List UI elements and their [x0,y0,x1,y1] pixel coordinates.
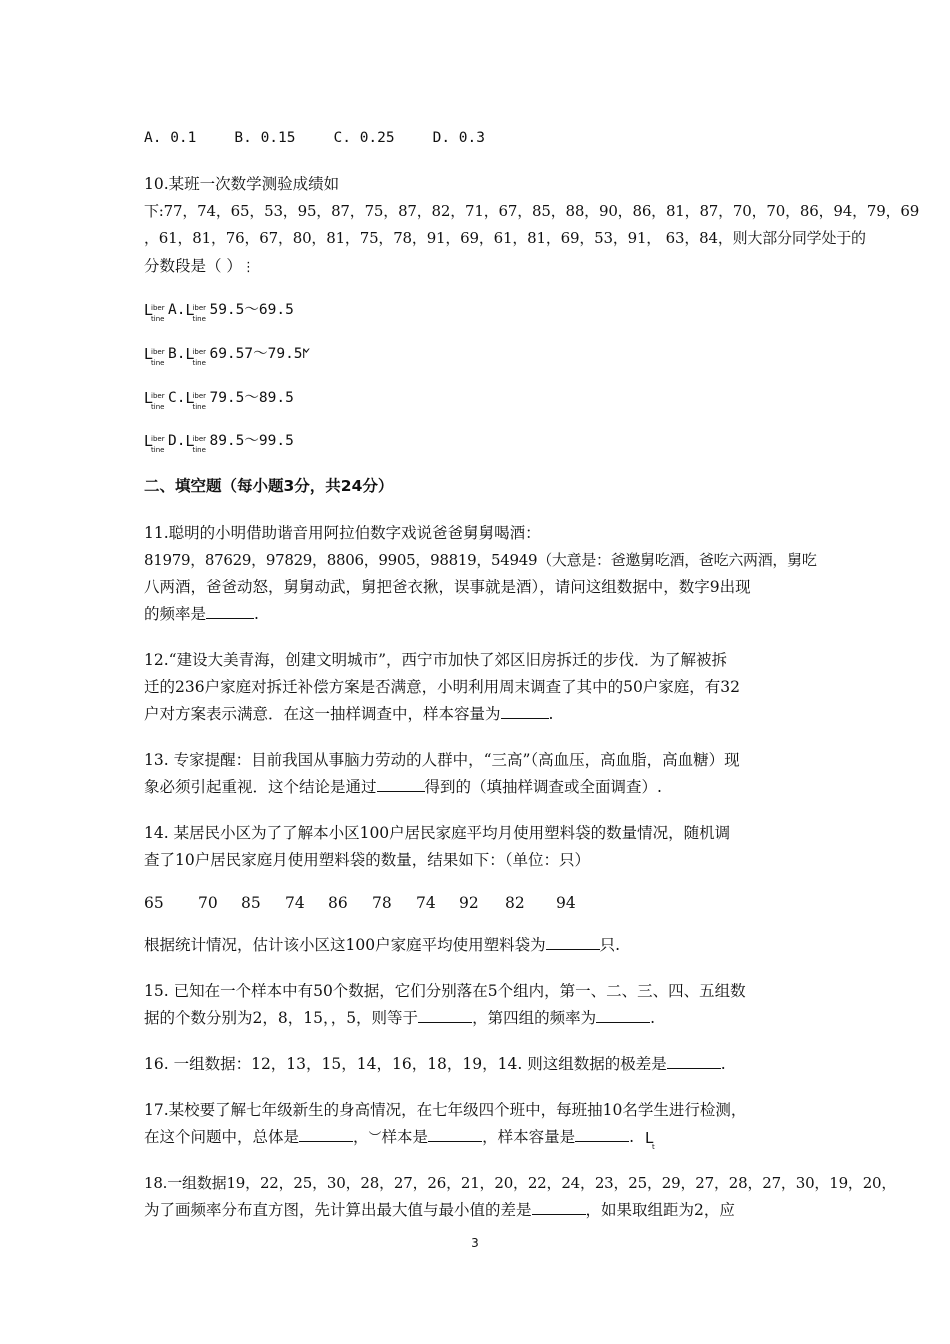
q18-line-1: 18.一组数据19，22，25，30，28，27，26，21，20，22，24，23，25，29，27，28，27，30，19，20， [144,1174,897,1192]
q10-option-d: L iber tine D. L iber tine 89.5～99.5 [144,432,294,454]
field-mark-icon: L iber tine [144,345,165,367]
q15-line-1: 15. 已知在一个样本中有50个数据，它们分别落在5个组内，第一、二、三、四、五组数 [144,982,746,1000]
q17-line-2: 在这个问题中，总体是 ，︶样本是 ，样本容量是 . L t [144,1127,669,1149]
field-mark-icon: L iber tine [185,345,207,367]
q9-option-d: D. 0.3 [432,130,485,146]
q11-line-4: 的频率是 . [144,605,259,623]
data-value: 92 [459,894,479,912]
q12-line-3: 户对方案表示满意．在这一抽样调查中，样本容量为 . [144,705,554,723]
answer-blank [428,1127,482,1142]
answer-blank [299,1127,353,1142]
field-mark-icon: L iber tine [185,432,207,454]
curve-glyph-icon: ︶ [368,1131,382,1146]
q9-option-c: C. 0.25 [333,130,395,146]
q13-line-2: 象必须引起重视．这个结论是通过 得到的（填抽样调查或全面调查）. [144,778,662,796]
q9-option-a: A. 0.1 [144,130,197,146]
data-value: 78 [372,894,392,912]
q10-line-2: 下:77，74，65，53，95，87，75，87，82，71，67，85，88，90，86，81，87，70，70，86，94，79，69 [144,202,920,220]
answer-blank [575,1127,629,1142]
q10-line-4 [144,256,255,278]
q15-line-2: 据的个数分别为2，8，15，，5，则等于 ，第四组的频率为 . [144,1009,656,1027]
q13-line-1: 13. 专家提醒：目前我国从事脑力劳动的人群中，“三高”（高血压，高血脂，高血糖）现 [144,751,740,769]
data-value: 65 [144,894,164,912]
q12-line-1: 12.“建设大美青海，创建文明城市”，西宁市加快了郊区旧房拆迁的步伐．为了解被拆 [144,651,728,669]
q10-stem-end: 分数段是（ ） [144,257,242,275]
answer-blank [596,1008,650,1023]
q11-line-1: 11.聪明的小明借助谐音用阿拉伯数字戏说爸爸舅舅喝酒： [144,524,541,542]
q18-line-2: 为了画频率分布直方图，先计算出最大值与最小值的差是 ，如果取组距为2，应 [144,1201,735,1219]
answer-blank [546,935,600,950]
q11-line-2: 81979，87629，97829，8806，9905，98819，54949（大意是：爸邀舅吃酒，爸吃六两酒，舅吃 [144,551,817,569]
page-number: 3 [471,1236,479,1250]
q11-line-3: 八两酒，爸爸动怒，舅舅动武，舅把爸衣揪，误事就是酒），请问这组数据中，数字9出现 [144,578,751,596]
q10-option-c: L iber tine C. L iber tine 79.5～89.5 [144,389,294,411]
field-mark-icon: L iber tine [185,301,207,323]
data-value: 74 [285,894,305,912]
data-value: 94 [556,894,576,912]
data-value: 70 [198,894,218,912]
data-value: 86 [328,894,348,912]
q9-option-b: B. 0.15 [234,130,296,146]
q12-line-2: 迁的236户家庭对拆迁补偿方案是否满意，小明利用周末调查了其中的50户家庭，有32 [144,678,741,696]
answer-blank [501,704,549,719]
q14-line-1: 14. 某居民小区为了了解本小区100户居民家庭平均月使用塑料袋的数量情况，随机调 [144,824,731,842]
colon-glyph-icon: ⋮ [241,260,255,275]
data-value: 85 [241,894,261,912]
q9-options [144,128,523,148]
q14-line-4: 根据统计情况，估计该小区这100户家庭平均使用塑料袋为 只. [144,936,621,954]
field-mark-icon: L iber tine [185,389,207,411]
answer-blank [667,1054,721,1069]
q14-line-2: 查了10户居民家庭月使用塑料袋的数量，结果如下：（单位：只） [144,851,590,869]
q17-line-1: 17.某校要了解七年级新生的身高情况，在七年级四个班中，每班抽10名学生进行检测， [144,1101,747,1119]
q10-line-1: 10.某班一次数学测验成绩如 [144,175,340,193]
answer-blank [377,777,425,792]
q10-line-3: ，61，81，76，67，80，81，75，78，91，69，61，81，69，53，91， 63，84，则大部分同学处于的 [144,229,866,247]
data-value: 82 [505,894,525,912]
answer-blank [206,604,254,619]
field-mark-icon: L iber tine [144,301,165,323]
q10-option-a: L iber tine A. L iber tine 59.5～69.5 [144,301,294,323]
data-value: 74 [416,894,436,912]
q10-option-b: L iber tine B. L iber tine 69.57～79.5ᖼ [144,345,311,367]
field-mark-icon: L iber tine [144,432,165,454]
field-mark-icon: L t [644,1129,655,1151]
squiggle-glyph-icon: ᖼ [302,347,311,362]
field-mark-icon: L iber tine [144,389,165,411]
section-2-heading: 二、填空题（每小题3分，共24分） [144,477,394,495]
answer-blank [418,1008,472,1023]
q16-line-1: 16. 一组数据：12，13，15，14，16，18，19，14. 则这组数据的极差是 . [144,1055,726,1073]
answer-blank [532,1200,586,1215]
